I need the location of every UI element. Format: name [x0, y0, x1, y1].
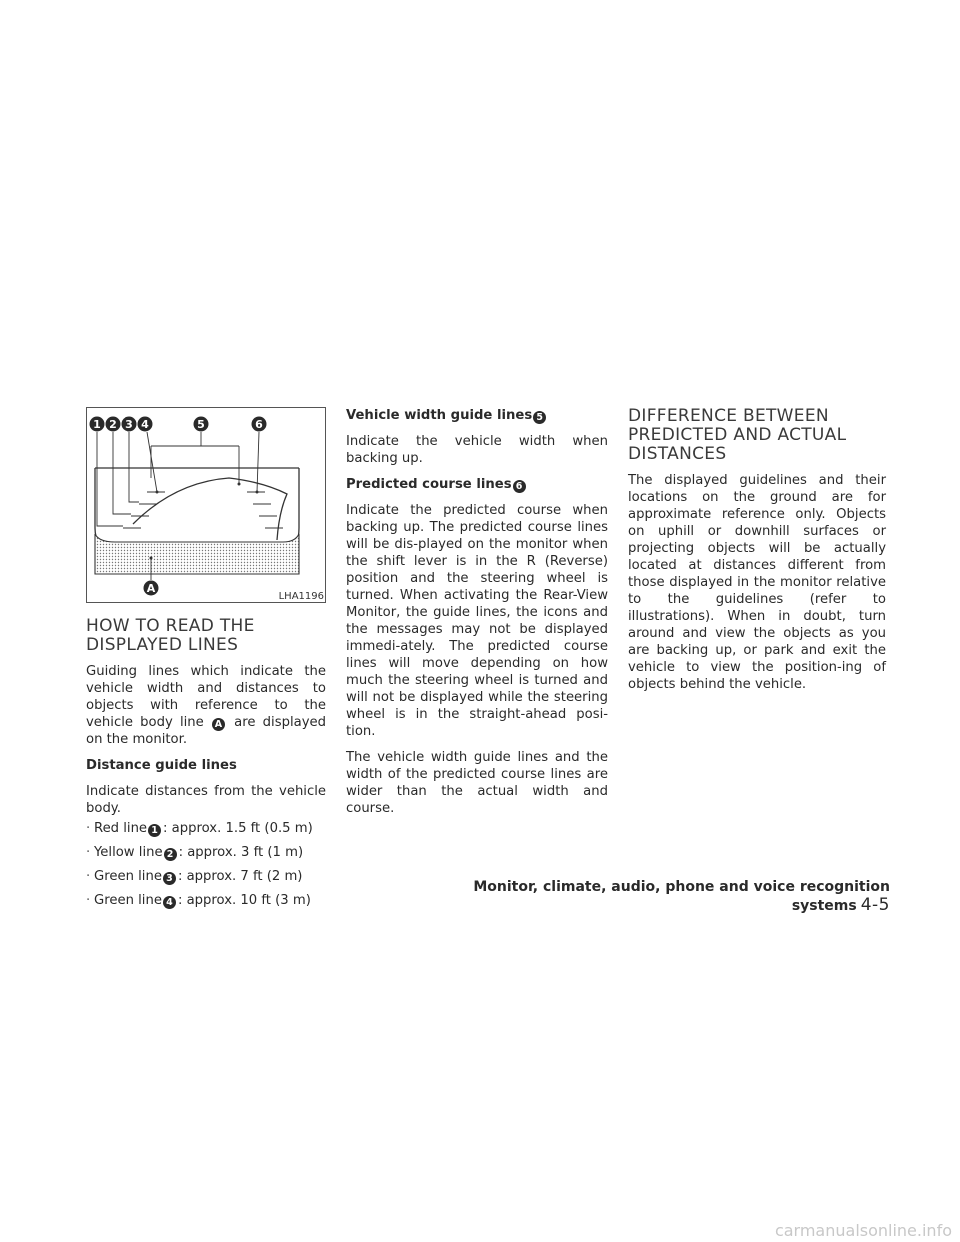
width-guide-desc: Indicate the vehicle width when backing up. — [346, 434, 608, 466]
chapter-title: Monitor, climate, audio, phone and voice recognition systems — [473, 879, 890, 914]
item-label: Green line — [94, 869, 162, 884]
width-note: The vehicle width guide lines and the width of the predicted course lines are wider than the actual width and course. — [346, 750, 608, 816]
callout-2-label: 2 — [109, 418, 117, 431]
callout-3-label: 3 — [125, 418, 133, 431]
marker-2-icon: 2 — [164, 848, 177, 861]
guide-lines-figure — [86, 407, 326, 603]
item-label: Red line — [94, 821, 148, 836]
list-item: · Yellow line 2 : approx. 3 ft (1 m) — [86, 845, 304, 860]
column-left — [86, 407, 326, 916]
list-item: · Green line 3 : approx. 7 ft (2 m) — [86, 869, 303, 884]
monitor-diagram — [87, 408, 325, 602]
callout-1-label: 1 — [93, 418, 101, 431]
list-item: · Red line 1 : approx. 1.5 ft (0.5 m) — [86, 821, 313, 836]
width-guide-heading — [346, 407, 608, 424]
column-right — [628, 407, 886, 702]
distance-list — [86, 820, 326, 909]
watermark: carmanualsonline.info — [774, 1221, 952, 1240]
course-lines-desc: Indicate the predicted course when backing up. The predicted course lines will be dis-played on the monitor when the shift lever is in the R (Reverse) position and the steering wheel is turned. When activating the Rear-View Monitor, the guide lines, the icons and the messages may not be displayed immedi-ately. The predicted course lines will move depending on how much the steering wheel is turned and will not be displayed while the steering wheel is in the straight-ahead posi-tion. — [346, 503, 608, 739]
distance-guide-desc: Indicate distances from the vehicle body. — [86, 784, 326, 816]
item-value: : approx. 10 ft (3 m) — [177, 893, 311, 908]
marker-3-icon: 3 — [163, 872, 176, 885]
marker-6-icon: 6 — [513, 480, 526, 493]
callout-a-label: A — [146, 582, 156, 595]
course-lines-heading-text: Predicted course lines — [346, 477, 512, 492]
page-footer — [470, 879, 890, 915]
callout-5-label: 5 — [197, 418, 205, 431]
width-guide-heading-text: Vehicle width guide lines — [346, 408, 533, 423]
intro-text-after: are displayed on the monitor. — [86, 715, 326, 747]
marker-4-icon: 4 — [163, 896, 176, 909]
item-value: : approx. 1.5 ft (0.5 m) — [163, 821, 313, 836]
column-middle — [346, 407, 608, 826]
list-item: · Green line 4 : approx. 10 ft (3 m) — [86, 893, 311, 908]
marker-a-icon: A — [212, 718, 225, 731]
callout-6-label: 6 — [255, 418, 263, 431]
figure-caption: LHA1196 — [278, 591, 324, 602]
callout-4-label: 4 — [141, 418, 149, 431]
section-title-read-lines: HOW TO READ THE DISPLAYED LINES — [86, 616, 255, 655]
marker-1-icon: 1 — [148, 824, 161, 837]
marker-5-icon: 5 — [533, 411, 546, 424]
course-lines-heading — [346, 476, 608, 493]
intro-paragraph — [86, 663, 326, 748]
distance-guide-heading: Distance guide lines — [86, 758, 237, 773]
item-value: : approx. 3 ft (1 m) — [178, 845, 304, 860]
page-number: 4-5 — [860, 895, 890, 915]
section-title-difference: DIFFERENCE BETWEEN PREDICTED AND ACTUAL DISTANCES — [628, 406, 847, 464]
item-value: : approx. 7 ft (2 m) — [177, 869, 303, 884]
item-label: Yellow line — [94, 845, 163, 860]
item-label: Green line — [94, 893, 162, 908]
difference-body: The displayed guidelines and their locations on the ground are for approximate reference only. Objects on uphill or downhill surfaces or projecting objects will be actually located at distances different from those displayed in the monitor relative to the guidelines (refer to illustrations). When in doubt, turn around and view the objects as you are backing up, or park and exit the vehicle to view the position-ing of objects behind the vehicle. — [628, 473, 886, 692]
intro-text-before: Guiding lines which indicate the vehicle width and distances to objects with reference to the vehicle body line — [86, 664, 326, 730]
